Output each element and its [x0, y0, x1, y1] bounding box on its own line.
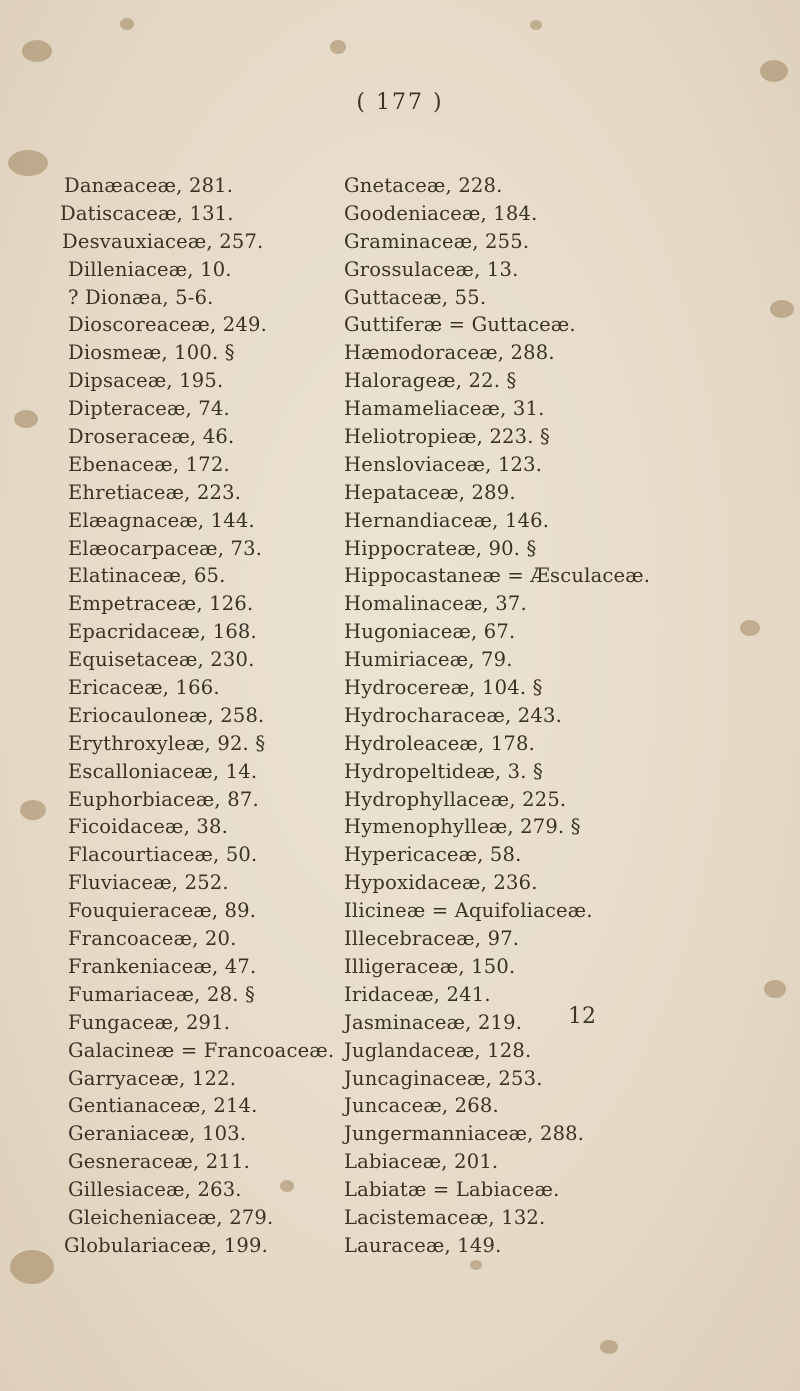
index-entry: Datiscaceæ, 131. — [60, 201, 234, 225]
index-entry: Dipteraceæ, 74. — [68, 397, 230, 421]
foxing-spot — [470, 1260, 482, 1270]
foxing-spot — [22, 40, 52, 62]
index-entry: Hepataceæ, 289. — [344, 480, 516, 504]
index-entry: Ilicineæ = Aquifoliaceæ. — [344, 899, 593, 923]
index-entry: Gesneraceæ, 211. — [68, 1150, 250, 1174]
foxing-spot — [10, 1250, 54, 1284]
index-entry: Homalinaceæ, 37. — [344, 592, 527, 616]
foxing-spot — [14, 410, 38, 428]
index-entry: Hydroleaceæ, 178. — [344, 731, 535, 755]
signature-mark: 12 — [568, 1004, 596, 1029]
foxing-spot — [8, 150, 48, 176]
index-entry: Juncaceæ, 268. — [344, 1094, 499, 1118]
index-entry: Fouquieraceæ, 89. — [68, 899, 257, 923]
index-entry: Globulariaceæ, 199. — [64, 1233, 269, 1257]
index-entry: Fluviaceæ, 252. — [68, 871, 229, 895]
index-entry: Danæaceæ, 281. — [64, 174, 234, 197]
index-entry: Epacridaceæ, 168. — [68, 620, 257, 644]
index-entry: Euphorbiaceæ, 87. — [68, 787, 259, 811]
index-entry: Goodeniaceæ, 184. — [344, 201, 538, 225]
index-entry: Galacineæ = Francoaceæ. — [68, 1038, 335, 1062]
index-entry: Ebenaceæ, 172. — [68, 452, 230, 476]
index-entry: Equisetaceæ, 230. — [68, 648, 255, 672]
index-column-left — [60, 172, 340, 1260]
foxing-spot — [770, 300, 794, 318]
index-entry: Labiaceæ, 201. — [344, 1150, 499, 1174]
index-entry: Jasminaceæ, 219. — [344, 1010, 523, 1034]
index-entry: Escalloniaceæ, 14. — [68, 759, 258, 783]
index-entry: Hymenophylleæ, 279. § — [344, 815, 581, 839]
page-number: ( 177 ) — [356, 90, 444, 115]
index-entry: Fungaceæ, 291. — [68, 1010, 231, 1034]
index-entry: Empetraceæ, 126. — [68, 592, 254, 616]
foxing-spot — [20, 800, 46, 820]
foxing-spot — [530, 20, 542, 30]
index-entry: Illecebraceæ, 97. — [344, 927, 520, 951]
index-entry: Illigeraceæ, 150. — [344, 954, 516, 978]
index-entry: Lauraceæ, 149. — [344, 1233, 502, 1257]
index-entry: Hypoxidaceæ, 236. — [344, 871, 538, 895]
index-entry: Guttiferæ = Guttaceæ. — [344, 313, 576, 337]
index-entry: Humiriaceæ, 79. — [344, 648, 513, 672]
index-entry: Erythroxyleæ, 92. § — [68, 731, 266, 755]
index-entry: Hamameliaceæ, 31. — [344, 397, 545, 421]
index-entry: Droseraceæ, 46. — [68, 425, 235, 449]
index-entry: Dioscoreaceæ, 249. — [68, 313, 267, 337]
foxing-spot — [600, 1340, 618, 1354]
index-entry: Gnetaceæ, 228. — [344, 174, 503, 197]
foxing-spot — [120, 18, 134, 30]
index-entry: Hypericaceæ, 58. — [344, 843, 522, 867]
index-entry: Geraniaceæ, 103. — [68, 1122, 247, 1146]
index-entry: Juncaginaceæ, 253. — [344, 1066, 543, 1090]
index-entry: Hensloviaceæ, 123. — [344, 452, 543, 476]
index-entry: Juglandaceæ, 128. — [344, 1038, 532, 1062]
index-entry: Diosmeæ, 100. § — [68, 341, 235, 365]
index-entry: Hydropeltideæ, 3. § — [344, 759, 543, 783]
index-column-right — [344, 172, 764, 1260]
index-entry: Lacistemaceæ, 132. — [344, 1205, 546, 1229]
index-entry: Hæmodoraceæ, 288. — [344, 341, 555, 365]
index-entry: Hydrocharaceæ, 243. — [344, 703, 563, 727]
index-entry: Fumariaceæ, 28. § — [68, 982, 255, 1006]
index-entry: Halorageæ, 22. § — [344, 369, 517, 393]
index-entry: Jungermanniaceæ, 288. — [344, 1122, 585, 1146]
index-entry: Elatinaceæ, 65. — [68, 564, 226, 588]
index-entry: Hippocastaneæ = Æsculaceæ. — [344, 564, 651, 588]
index-entry: Elæocarpaceæ, 73. — [68, 536, 263, 560]
index-entry: Heliotropieæ, 223. § — [344, 425, 551, 449]
index-entry: Hernandiaceæ, 146. — [344, 508, 550, 532]
index-entry: Flacourtiaceæ, 50. — [68, 843, 258, 867]
index-entry: Francoaceæ, 20. — [68, 927, 237, 951]
index-entry: Gillesiaceæ, 263. — [68, 1178, 242, 1202]
index-entry: Ficoidaceæ, 38. — [68, 815, 228, 839]
index-entry: Gleicheniaceæ, 279. — [68, 1205, 274, 1229]
index-entry: Frankeniaceæ, 47. — [68, 954, 257, 978]
index-entry: Hugoniaceæ, 67. — [344, 620, 516, 644]
index-entry: Labiatæ = Labiaceæ. — [344, 1178, 560, 1202]
index-entry: Gentianaceæ, 214. — [68, 1094, 258, 1118]
index-entry: Eriocauloneæ, 258. — [68, 703, 265, 727]
index-entry: Guttaceæ, 55. — [344, 285, 487, 309]
index-entry: Graminaceæ, 255. — [344, 229, 530, 253]
foxing-spot — [760, 60, 788, 82]
index-entry: Iridaceæ, 241. — [344, 982, 491, 1006]
index-entry: Grossulaceæ, 13. — [344, 257, 519, 281]
index-entry: ? Dionæa, 5-6. — [68, 285, 214, 309]
index-entry: Hydrophyllaceæ, 225. — [344, 787, 567, 811]
index-entry: Dilleniaceæ, 10. — [68, 257, 232, 281]
index-entry: Hippocrateæ, 90. § — [344, 536, 537, 560]
index-entry: Dipsaceæ, 195. — [68, 369, 224, 393]
index-entry: Elæagnaceæ, 144. — [68, 508, 255, 532]
index-entry: Hydrocereæ, 104. § — [344, 676, 543, 700]
index-entry: Ehretiaceæ, 223. — [68, 480, 242, 504]
foxing-spot — [764, 980, 786, 998]
index-entry: Desvauxiaceæ, 257. — [62, 229, 264, 253]
foxing-spot — [330, 40, 346, 54]
index-entry: Ericaceæ, 166. — [68, 676, 220, 700]
index-entry: Garryaceæ, 122. — [68, 1066, 237, 1090]
